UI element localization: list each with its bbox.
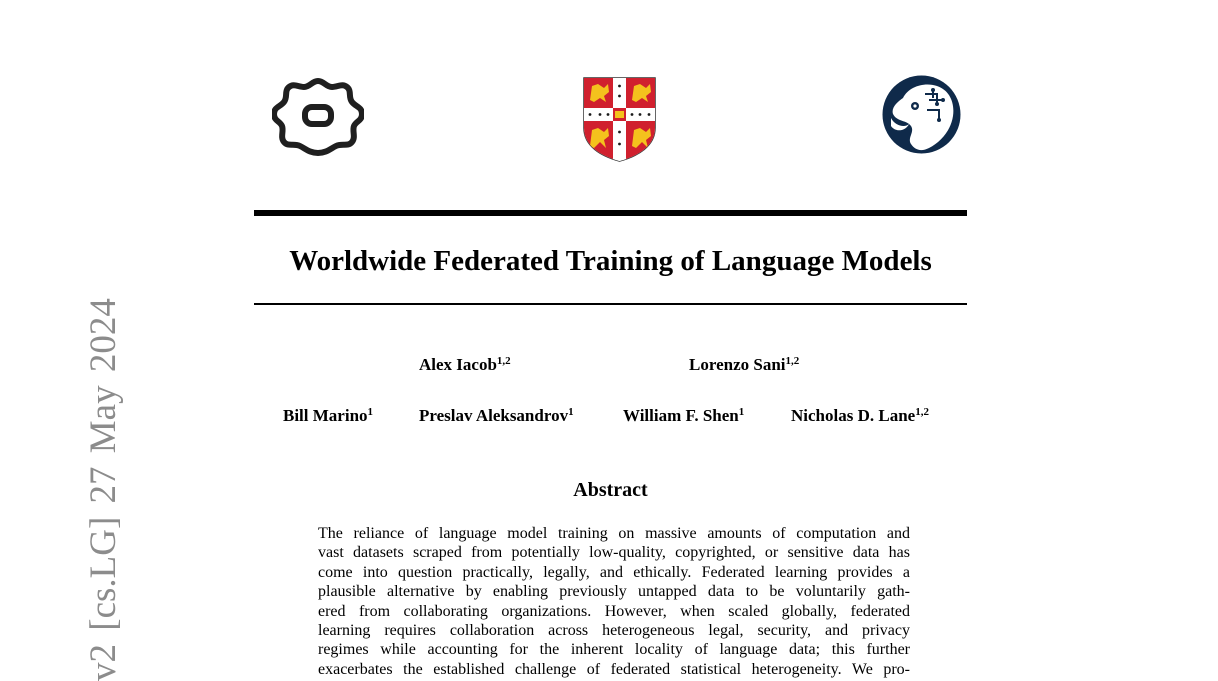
paper-title: Worldwide Federated Training of Language Models	[289, 245, 932, 277]
abstract-line: ered from collaborating organizations. However, when scaled globally, federated	[318, 602, 910, 620]
dodo-bird-logo	[881, 74, 962, 155]
abstract-body	[318, 524, 910, 679]
abstract-line: learning requires collaboration across heterogeneous legal, security, and privacy	[318, 622, 910, 640]
author-name: Alex Iacob$^{1,2}$	[419, 355, 511, 374]
abstract-line: exacerbates the established challenge of federated statistical heterogeneity. We pro-	[318, 660, 910, 678]
abstract-line: The reliance of language model training on massive amounts of computation and	[318, 525, 910, 542]
author-name: Preslav Aleksandrov$^1$	[419, 406, 574, 425]
cambridge-crest-logo	[582, 76, 657, 162]
abstract-heading: Abstract	[573, 479, 648, 501]
abstract-line: regimes while accounting for the inherent locality of language data; this further	[318, 641, 910, 659]
flower-gear-logo	[272, 75, 364, 157]
author-name: Bill Marino$^1$	[283, 406, 374, 425]
abstract-line: plausible alternative by enabling previously untapped data to be voluntarily gath-	[318, 583, 910, 601]
abstract-line: vast datasets scraped from potentially low-quality, copyrighted, or sensitive data has	[318, 544, 910, 562]
author-name: Nicholas D. Lane$^{1,2}$	[791, 406, 929, 425]
abstract-line: come into question practically, legally, and ethically. Federated learning provides a	[318, 563, 910, 581]
title-rule-bottom	[254, 303, 967, 305]
author-name: William F. Shen$^1$	[623, 406, 745, 425]
author-name: Lorenzo Sani$^{1,2}$	[689, 355, 800, 374]
title-rule-top	[254, 210, 967, 216]
arxiv-stamp: v2 [cs.LG] 27 May 2024	[83, 298, 124, 681]
